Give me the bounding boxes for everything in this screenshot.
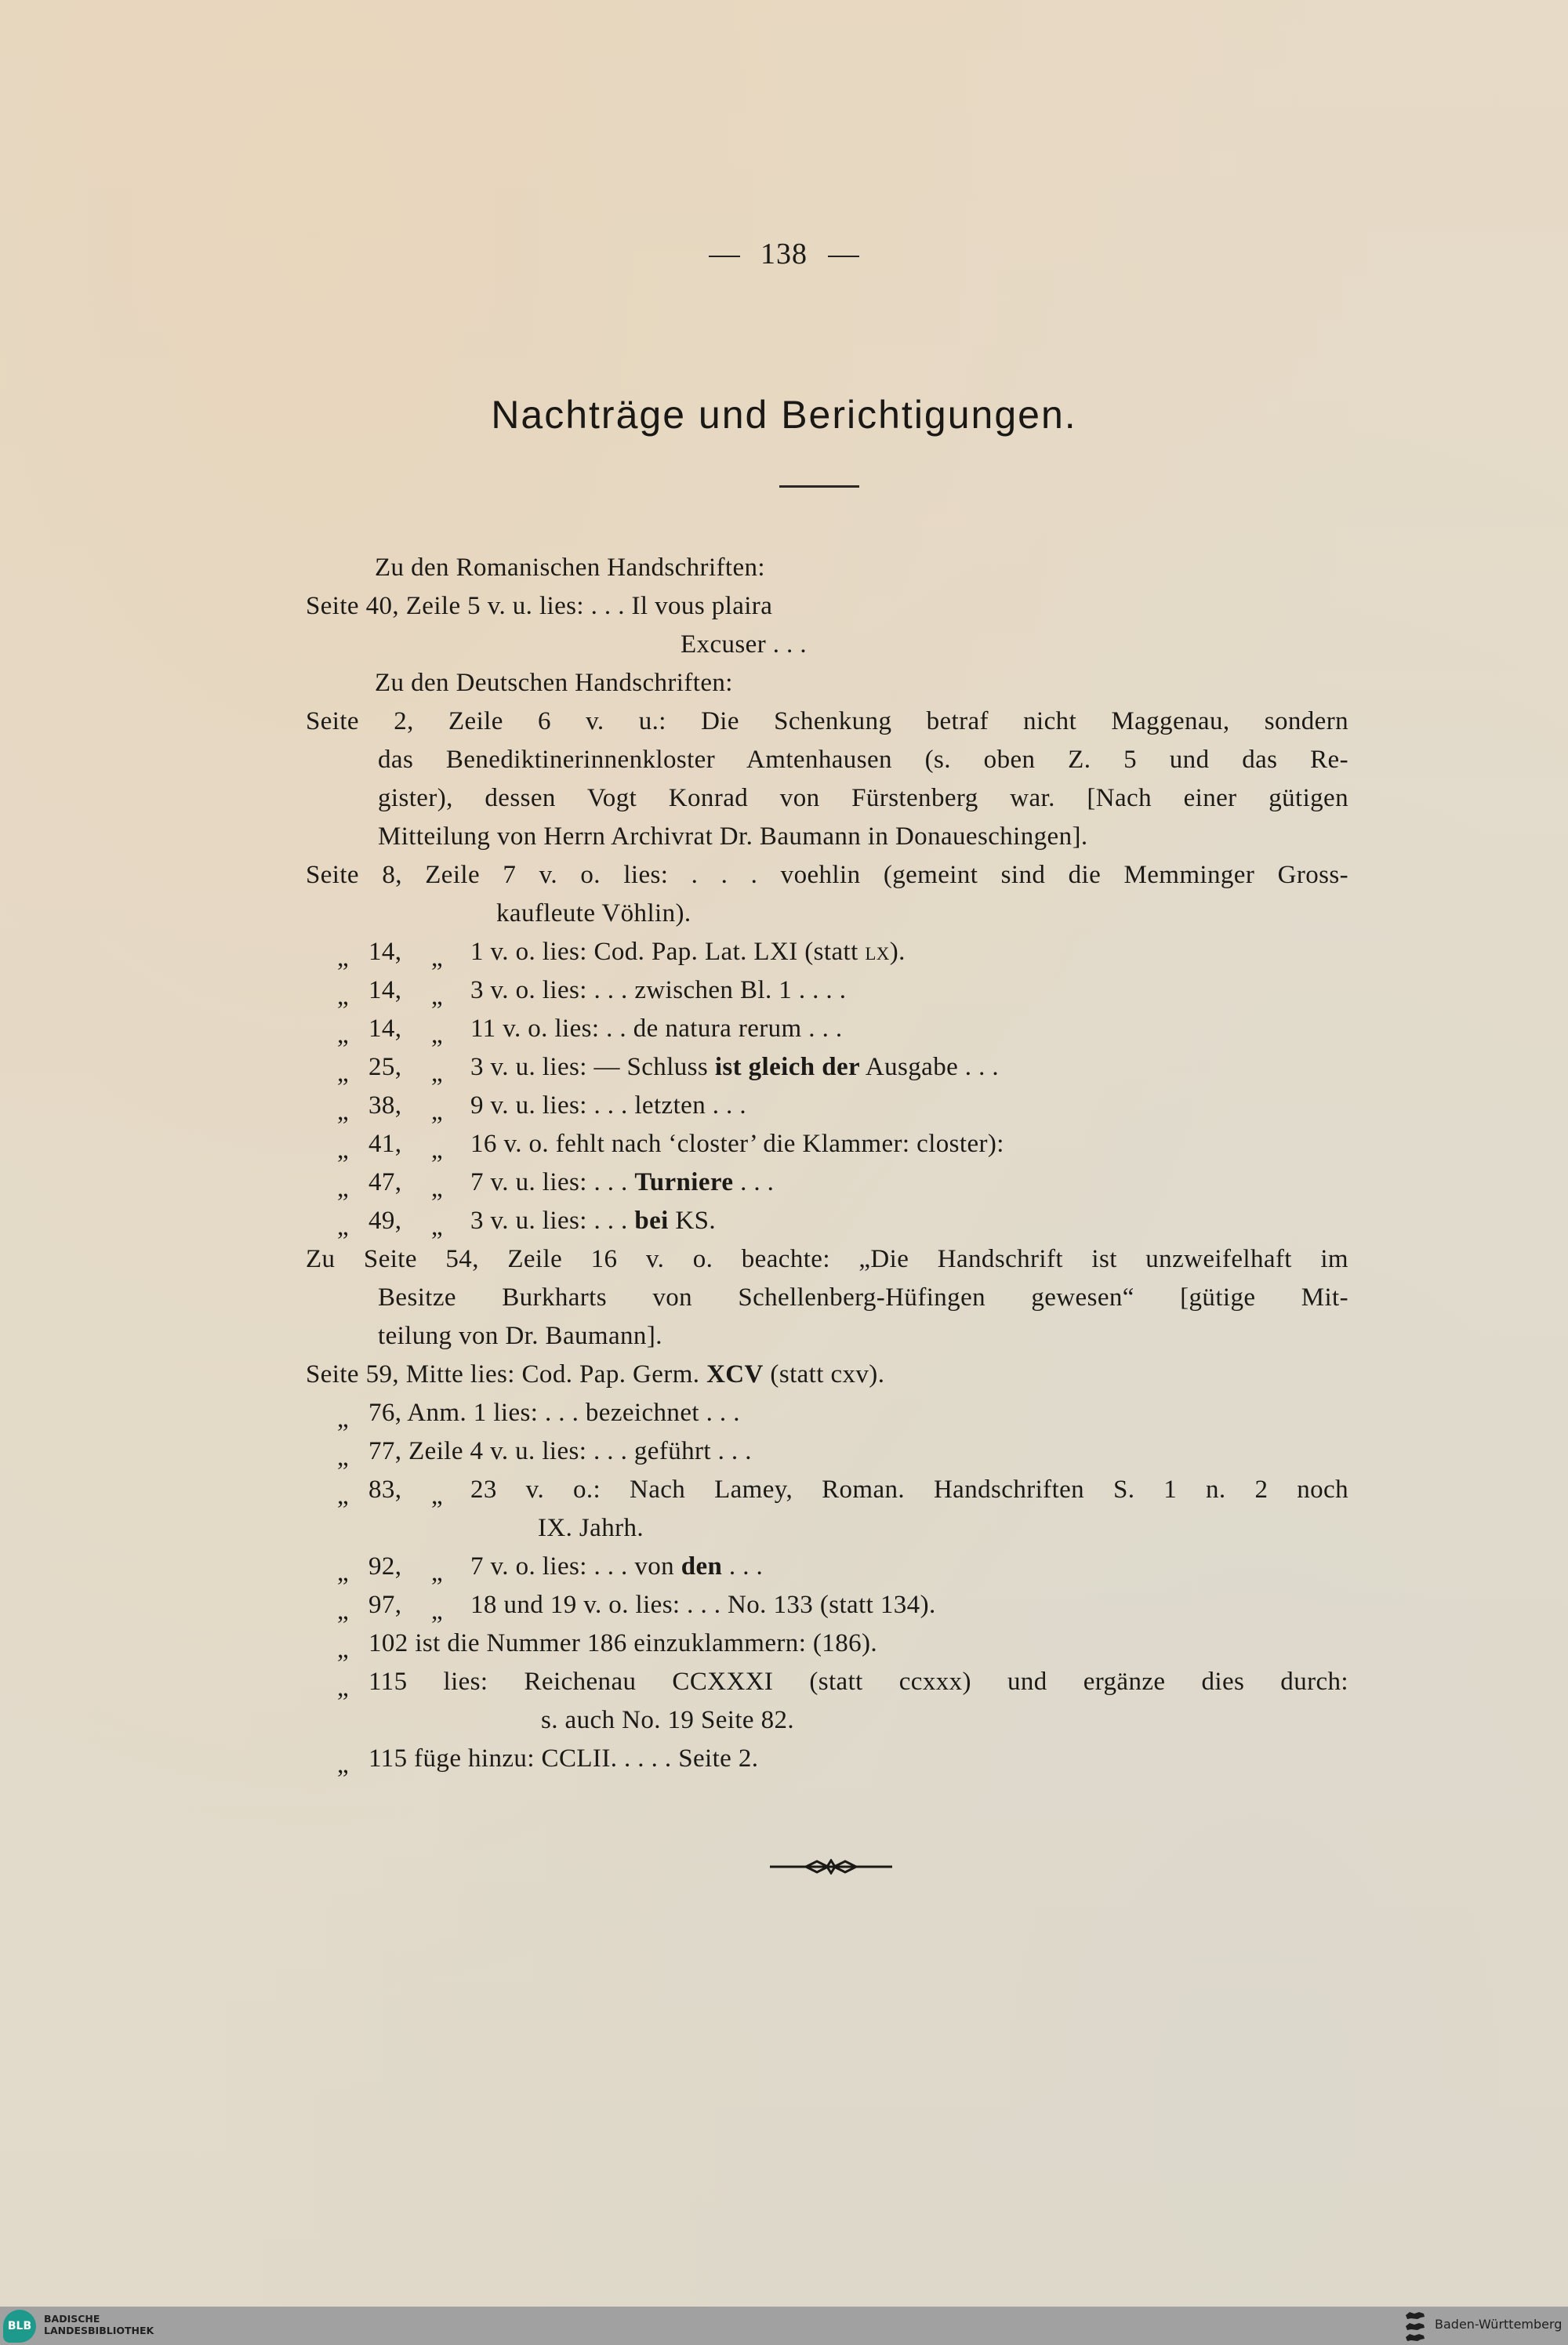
entry-bold-text: bei xyxy=(634,1207,669,1235)
entry-text: 23 v. o.: Nach Lamey, Roman. Handschriften S. 1 n. 2 noch xyxy=(470,1476,1348,1504)
entry-continuation: gister), dessen Vogt Konrad von Fürstenberg war. [Nach einer gütigen xyxy=(378,784,1348,812)
title-rule-divider xyxy=(779,485,859,488)
entry-text: Seite 59, Mitte lies: Cod. Pap. Germ. xyxy=(306,1360,707,1388)
entry-line: Zu Seite 54, Zeile 16 v. o. beachte: „Die Handschrift ist unzweifelhaft im xyxy=(306,1245,1348,1273)
ditto-mark: „ xyxy=(337,982,350,1011)
entry-page: 49, xyxy=(368,1207,402,1235)
entry-page: 97, xyxy=(368,1591,402,1619)
entry-page: 83, xyxy=(368,1476,402,1504)
entry-page: 41, xyxy=(368,1130,402,1158)
ditto-mark: „ xyxy=(337,1597,350,1625)
ditto-mark: „ xyxy=(431,944,444,972)
entry-line: Seite 2, Zeile 6 v. u.: Die Schenkung betraf nicht Maggenau, sondern xyxy=(306,707,1348,735)
ditto-mark: „ xyxy=(431,1021,444,1049)
document-body xyxy=(306,549,1348,1778)
ditto-mark: „ xyxy=(337,1098,350,1126)
entry-text: 3 v. u. lies: . . . xyxy=(470,1207,635,1235)
ditto-entry-row xyxy=(306,1048,1348,1087)
entry-line xyxy=(306,1356,1348,1394)
dash-right xyxy=(828,256,859,257)
entry-text: 77, Zeile 4 v. u. lies: . . . geführt . . . xyxy=(368,1437,752,1465)
ditto-mark: „ xyxy=(337,1443,350,1472)
entry-text: 115 füge hinzu: CCLII. . . . . Seite 2. xyxy=(368,1744,759,1773)
entry-line xyxy=(306,1471,1348,1509)
entry-text: 3 v. u. lies: — Schluss xyxy=(470,1053,715,1081)
entry-continuation: IX. Jahrh. xyxy=(538,1514,644,1542)
entry-continuation: kaufleute Vöhlin). xyxy=(496,899,691,927)
entry-text: 7 v. o. lies: . . . von xyxy=(470,1552,681,1581)
entry-continuation: s. auch No. 19 Seite 82. xyxy=(541,1706,795,1734)
entry-text: 3 v. o. lies: . . . zwischen Bl. 1 . . . . xyxy=(470,976,847,1004)
ditto-entry-row xyxy=(306,933,1348,971)
entry-page: 14, xyxy=(368,1015,402,1043)
entry-line xyxy=(306,1394,1348,1432)
entry-page: 25, xyxy=(368,1053,402,1081)
entry-line xyxy=(306,1624,1348,1663)
entry-continuation: Mitteilung von Herrn Archivrat Dr. Baumann in Donaueschingen]. xyxy=(378,822,1088,851)
entry-page: 14, xyxy=(368,976,402,1004)
entry-text: 102 ist die Nummer 186 einzuklammern: (186). xyxy=(368,1629,878,1657)
entry-continuation: teilung von Dr. Baumann]. xyxy=(378,1322,662,1350)
end-ornament-icon xyxy=(768,1859,894,1875)
entry-text: (statt cxv). xyxy=(763,1360,885,1388)
entry-text: . . . xyxy=(722,1552,764,1581)
ditto-mark: „ xyxy=(337,1021,350,1049)
ditto-entry-list xyxy=(306,933,1348,1240)
ditto-mark: „ xyxy=(337,1059,350,1087)
entry-page: 38, xyxy=(368,1091,402,1120)
ditto-mark: „ xyxy=(431,1059,444,1087)
entry-line xyxy=(306,1548,1348,1586)
entry-bold-text: Turniere xyxy=(634,1168,734,1196)
entry-text: ). xyxy=(889,938,906,966)
ditto-entry-row xyxy=(306,971,1348,1010)
ditto-mark: „ xyxy=(337,1482,350,1510)
section-heading-romanisch: Zu den Romanischen Handschriften: xyxy=(375,554,765,582)
entry-smallcaps-text: lx xyxy=(865,938,890,966)
ditto-mark: „ xyxy=(431,1136,444,1164)
entry-text: 115 lies: Reichenau CCXXXI (statt ccxxx) und ergänze dies durch: xyxy=(368,1668,1348,1696)
entry-text: 7 v. u. lies: . . . xyxy=(470,1168,635,1196)
blb-name-line2: LANDESBIBLIOTHEK xyxy=(44,2325,154,2336)
ditto-entry-row xyxy=(306,1087,1348,1125)
ditto-mark: „ xyxy=(337,944,350,972)
page-number xyxy=(0,237,1568,271)
ditto-mark: „ xyxy=(337,1559,350,1587)
dash-left xyxy=(709,256,740,257)
ditto-mark: „ xyxy=(431,1597,444,1625)
entry-line xyxy=(306,1740,1348,1778)
ditto-mark: „ xyxy=(337,1405,350,1433)
entry-bold-text: XCV xyxy=(706,1360,764,1388)
ditto-mark: „ xyxy=(431,982,444,1011)
entry-continuation: Excuser . . . xyxy=(681,630,807,659)
entry-continuation: das Benediktinerinnenkloster Amtenhausen (s. oben Z. 5 und das Re- xyxy=(378,746,1348,774)
entry-page: 47, xyxy=(368,1168,402,1196)
footer-bar xyxy=(0,2307,1568,2345)
entry-text: . . . xyxy=(733,1168,775,1196)
ditto-mark: „ xyxy=(337,1213,350,1241)
entry-line: Seite 40, Zeile 5 v. u. lies: . . . Il vous plaira xyxy=(306,592,773,620)
entry-page: 14, xyxy=(368,938,402,966)
ditto-entry-row xyxy=(306,1202,1348,1240)
entry-text: 16 v. o. fehlt nach ‘closter’ die Klammer: closter): xyxy=(470,1130,1004,1158)
section-heading-deutsch: Zu den Deutschen Handschriften: xyxy=(375,669,733,697)
ditto-mark: „ xyxy=(337,1674,350,1702)
entry-continuation: Besitze Burkharts von Schellenberg-Hüfingen gewesen“ [gütige Mit- xyxy=(378,1283,1348,1312)
ditto-mark: „ xyxy=(337,1136,350,1164)
entry-bold-text: den xyxy=(681,1552,723,1581)
entry-text: 18 und 19 v. o. lies: . . . No. 133 (statt 134). xyxy=(470,1591,936,1619)
blb-logo: BLB xyxy=(3,2310,36,2343)
entry-text: Ausgabe . . . xyxy=(860,1053,1000,1081)
entry-text: KS. xyxy=(668,1207,717,1235)
entry-text: 9 v. u. lies: . . . letzten . . . xyxy=(470,1091,746,1120)
ditto-mark: „ xyxy=(337,1174,350,1203)
ditto-mark: „ xyxy=(431,1482,444,1510)
blb-name xyxy=(44,2313,154,2336)
page-number-value: 138 xyxy=(760,238,808,270)
entry-line xyxy=(306,1432,1348,1471)
entry-bold-text: ist gleich der xyxy=(714,1053,861,1081)
entry-text: 76, Anm. 1 lies: . . . bezeichnet . . . xyxy=(368,1399,740,1427)
entry-line xyxy=(306,1663,1348,1701)
ditto-entry-row xyxy=(306,1010,1348,1048)
entry-text: 11 v. o. lies: . . de natura rerum . . . xyxy=(470,1015,843,1043)
ditto-mark: „ xyxy=(337,1751,350,1779)
baden-wuerttemberg-name: Baden-Württemberg xyxy=(1435,2317,1563,2332)
ditto-entry-row xyxy=(306,1163,1348,1202)
page-title: Nachträge und Berichtigungen. xyxy=(491,393,1077,437)
ditto-mark: „ xyxy=(337,1635,350,1664)
entry-page: 92, xyxy=(368,1552,402,1581)
ditto-mark: „ xyxy=(431,1559,444,1587)
ditto-mark: „ xyxy=(431,1174,444,1203)
ditto-mark: „ xyxy=(431,1098,444,1126)
ditto-mark: „ xyxy=(431,1213,444,1241)
lion-crest-icon xyxy=(1403,2309,1427,2343)
blb-name-line1: BADISCHE xyxy=(44,2313,100,2325)
entry-line xyxy=(306,1586,1348,1624)
entry-text: 1 v. o. lies: Cod. Pap. Lat. LXI (statt xyxy=(470,938,866,966)
entry-line: Seite 8, Zeile 7 v. o. lies: . . . voehlin (gemeint sind die Memminger Gross- xyxy=(306,861,1348,889)
ditto-entry-row xyxy=(306,1125,1348,1163)
